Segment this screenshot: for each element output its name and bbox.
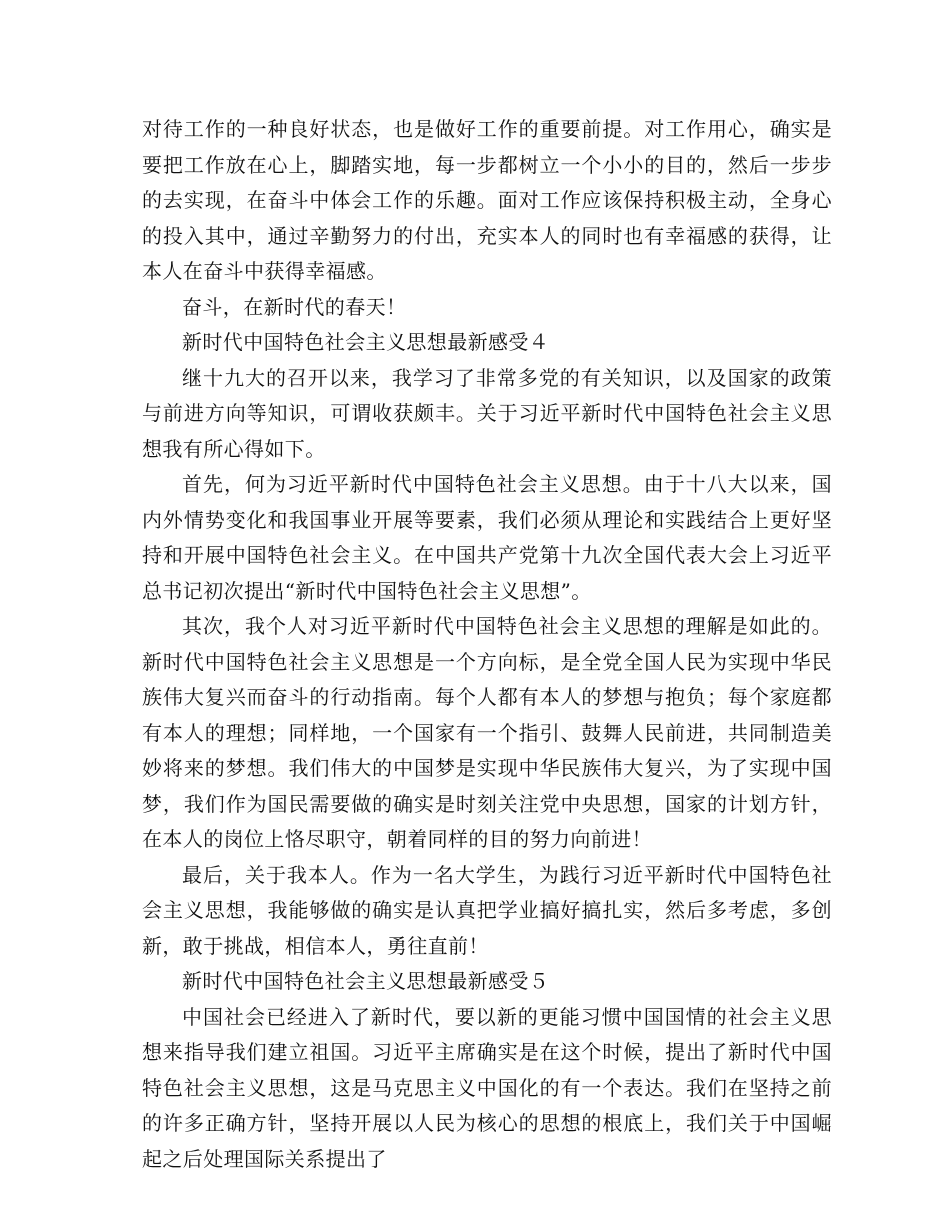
document-body (142, 112, 832, 1177)
section-heading-4: 新时代中国特色社会主义思想最新感受４ (182, 330, 550, 354)
paragraph-slogan: 奋斗，在新时代的春天！ (182, 294, 407, 319)
paragraph-last: 最后，关于我本人。作为一名大学生，为践行习近平新时代中国特色社会主义思想，我能够做的确实是认真把学业搞好搞扎实，然后多考虑，多创新，敢于挑战，相信本人，勇往直前！ (142, 862, 832, 958)
section-heading-5: 新时代中国特色社会主义思想最新感受５ (182, 969, 550, 993)
paragraph-second: 其次，我个人对习近平新时代中国特色社会主义思想的理解是如此的。新时代中国特色社会主义思想是一个方向标，是全党全国人民为实现中华民族伟大复兴而奋斗的行动指南。每个人都有本人的梦想与抱负；每个家庭都有本人的理想；同样地，一个国家有一个指引、鼓舞人民前进，共同制造美妙将来的梦想。我们伟大的中国梦是实现中华民族伟大复兴，为了实现中国梦，我们作为国民需要做的确实是时刻关注党中央思想，国家的计划方针，在本人的岗位上恪尽职守，朝着同样的目的努力向前进！ (142, 614, 832, 851)
paragraph-section5: 中国社会已经进入了新时代，要以新的更能习惯中国国情的社会主义思想来指导我们建立祖国。习近平主席确实是在这个时候，提出了新时代中国特色社会主义思想，这是马克思主义中国化的有一个表达。我们在坚持之前的许多正确方针，坚持开展以人民为核心的思想的根底上，我们关于中国崛起之后处理国际关系提出了 (142, 1004, 832, 1171)
paragraph-intro: 继十九大的召开以来，我学习了非常多党的有关知识，以及国家的政策与前进方向等知识，可谓收获颇丰。关于习近平新时代中国特色社会主义思想我有所心得如下。 (142, 365, 832, 461)
paragraph-first: 首先，何为习近平新时代中国特色社会主义思想。由于十八大以来，国内外情势变化和我国事业开展等要素，我们必须从理论和实践结合上更好坚持和开展中国特色社会主义。在中国共产党第十九次全国代表大会上习近平总书记初次提出“新时代中国特色社会主义思想”。 (142, 472, 832, 603)
paragraph-continued: 对待工作的一种良好状态，也是做好工作的重要前提。对工作用心，确实是要把工作放在心上，脚踏实地，每一步都树立一个小小的目的，然后一步步的去实现，在奋斗中体会工作的乐趣。面对工作应该保持积极主动，全身心的投入其中，通过辛勤努力的付出，充实本人的同时也有幸福感的获得，让本人在奋斗中获得幸福感。 (142, 117, 832, 283)
